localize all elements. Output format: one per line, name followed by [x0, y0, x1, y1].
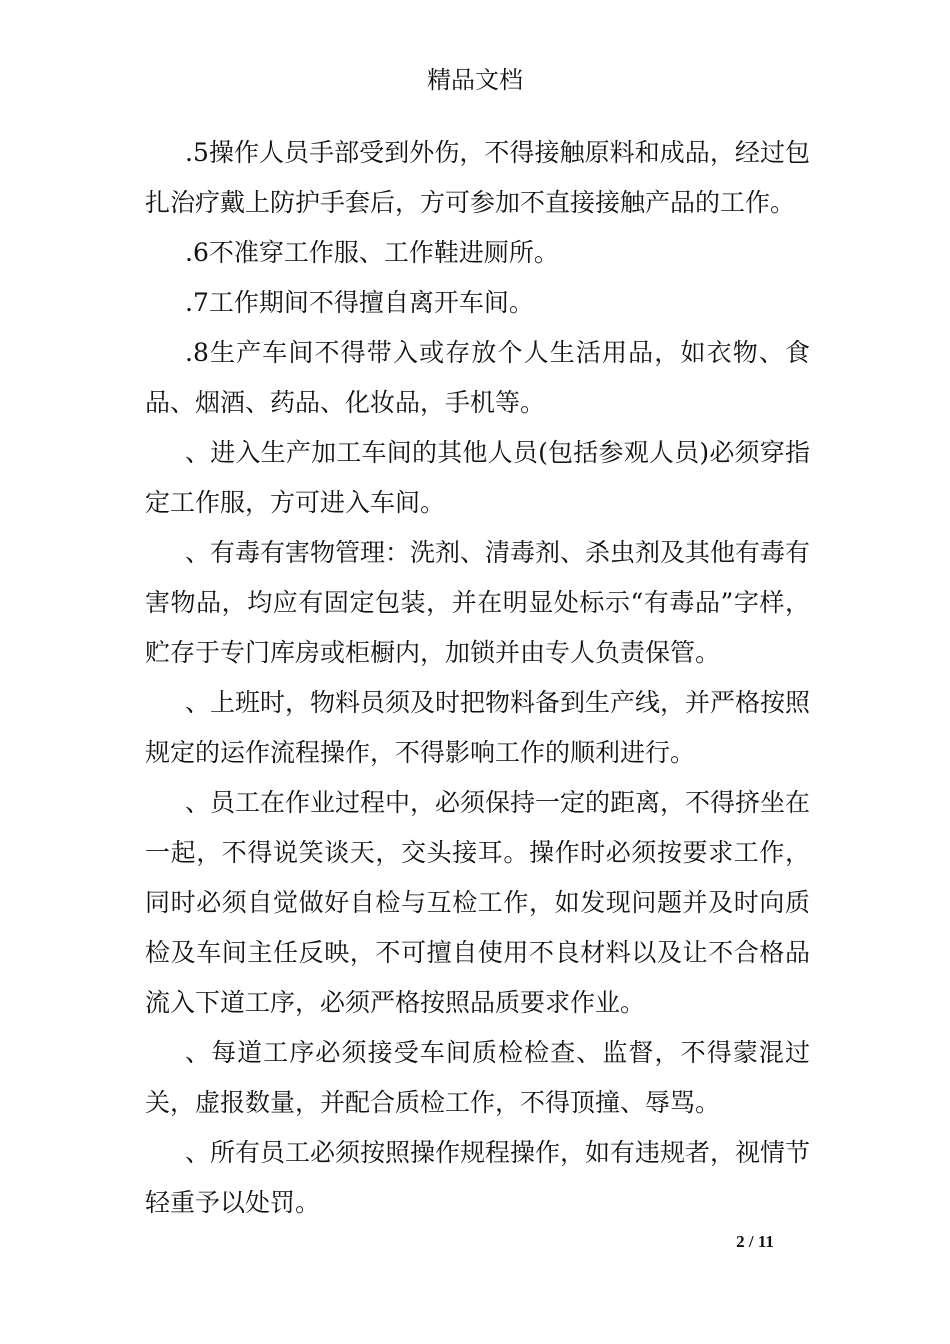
- paragraph-quality-inspection: 、每道工序必须接受车间质检检查、监督，不得蒙混过关，虚报数量，并配合质检工作，不得顶撞、辱骂。: [145, 1038, 810, 1117]
- header-title: 精品文档: [427, 66, 523, 94]
- paragraph-item-8: .8生产车间不得带入或存放个人生活用品，如衣物、食品、烟酒、药品、化妆品，手机等。: [145, 338, 810, 417]
- paragraph-item-7: .7工作期间不得擅自离开车间。: [185, 288, 534, 317]
- paragraph-penalties: 、所有员工必须按照操作规程操作，如有违规者，视情节轻重予以处罚。: [145, 1138, 811, 1217]
- paragraph-item-6: .6不准穿工作服、工作鞋进厕所。: [185, 238, 559, 267]
- paragraph-toxic-materials: 、有毒有害物管理：洗剂、清毒剂、杀虫剂及其他有毒有害物品，均应有固定包装，并在明显处标示“有毒品”字样，贮存于专门库房或柜橱内，加锁并由专人负责保管。: [145, 538, 811, 667]
- paragraph-material-supply: 、上班时，物料员须及时把物料备到生产线，并严格按照规定的运作流程操作，不得影响工作的顺利进行。: [145, 688, 811, 767]
- page-number: 2 / 11: [736, 1232, 774, 1251]
- paragraph-item-5: .5操作人员手部受到外伤，不得接触原料和成品，经过包扎治疗戴上防护手套后，方可参加不直接接触产品的工作。: [145, 138, 810, 217]
- paragraph-visitors: 、进入生产加工车间的其他人员(包括参观人员)必须穿指定工作服，方可进入车间。: [145, 438, 810, 517]
- page-footer: [700, 1230, 810, 1254]
- document-body: [145, 128, 810, 1228]
- document-header: [0, 62, 950, 98]
- paragraph-work-conduct: 、员工在作业过程中，必须保持一定的距离，不得挤坐在一起，不得说笑谈天，交头接耳。操作时必须按要求工作，同时必须自觉做好自检与互检工作，如发现问题并及时向质检及车间主任反映，不可擅自使用不良材料以及让不合格品流入下道工序，必须严格按照品质要求作业。: [145, 788, 811, 1017]
